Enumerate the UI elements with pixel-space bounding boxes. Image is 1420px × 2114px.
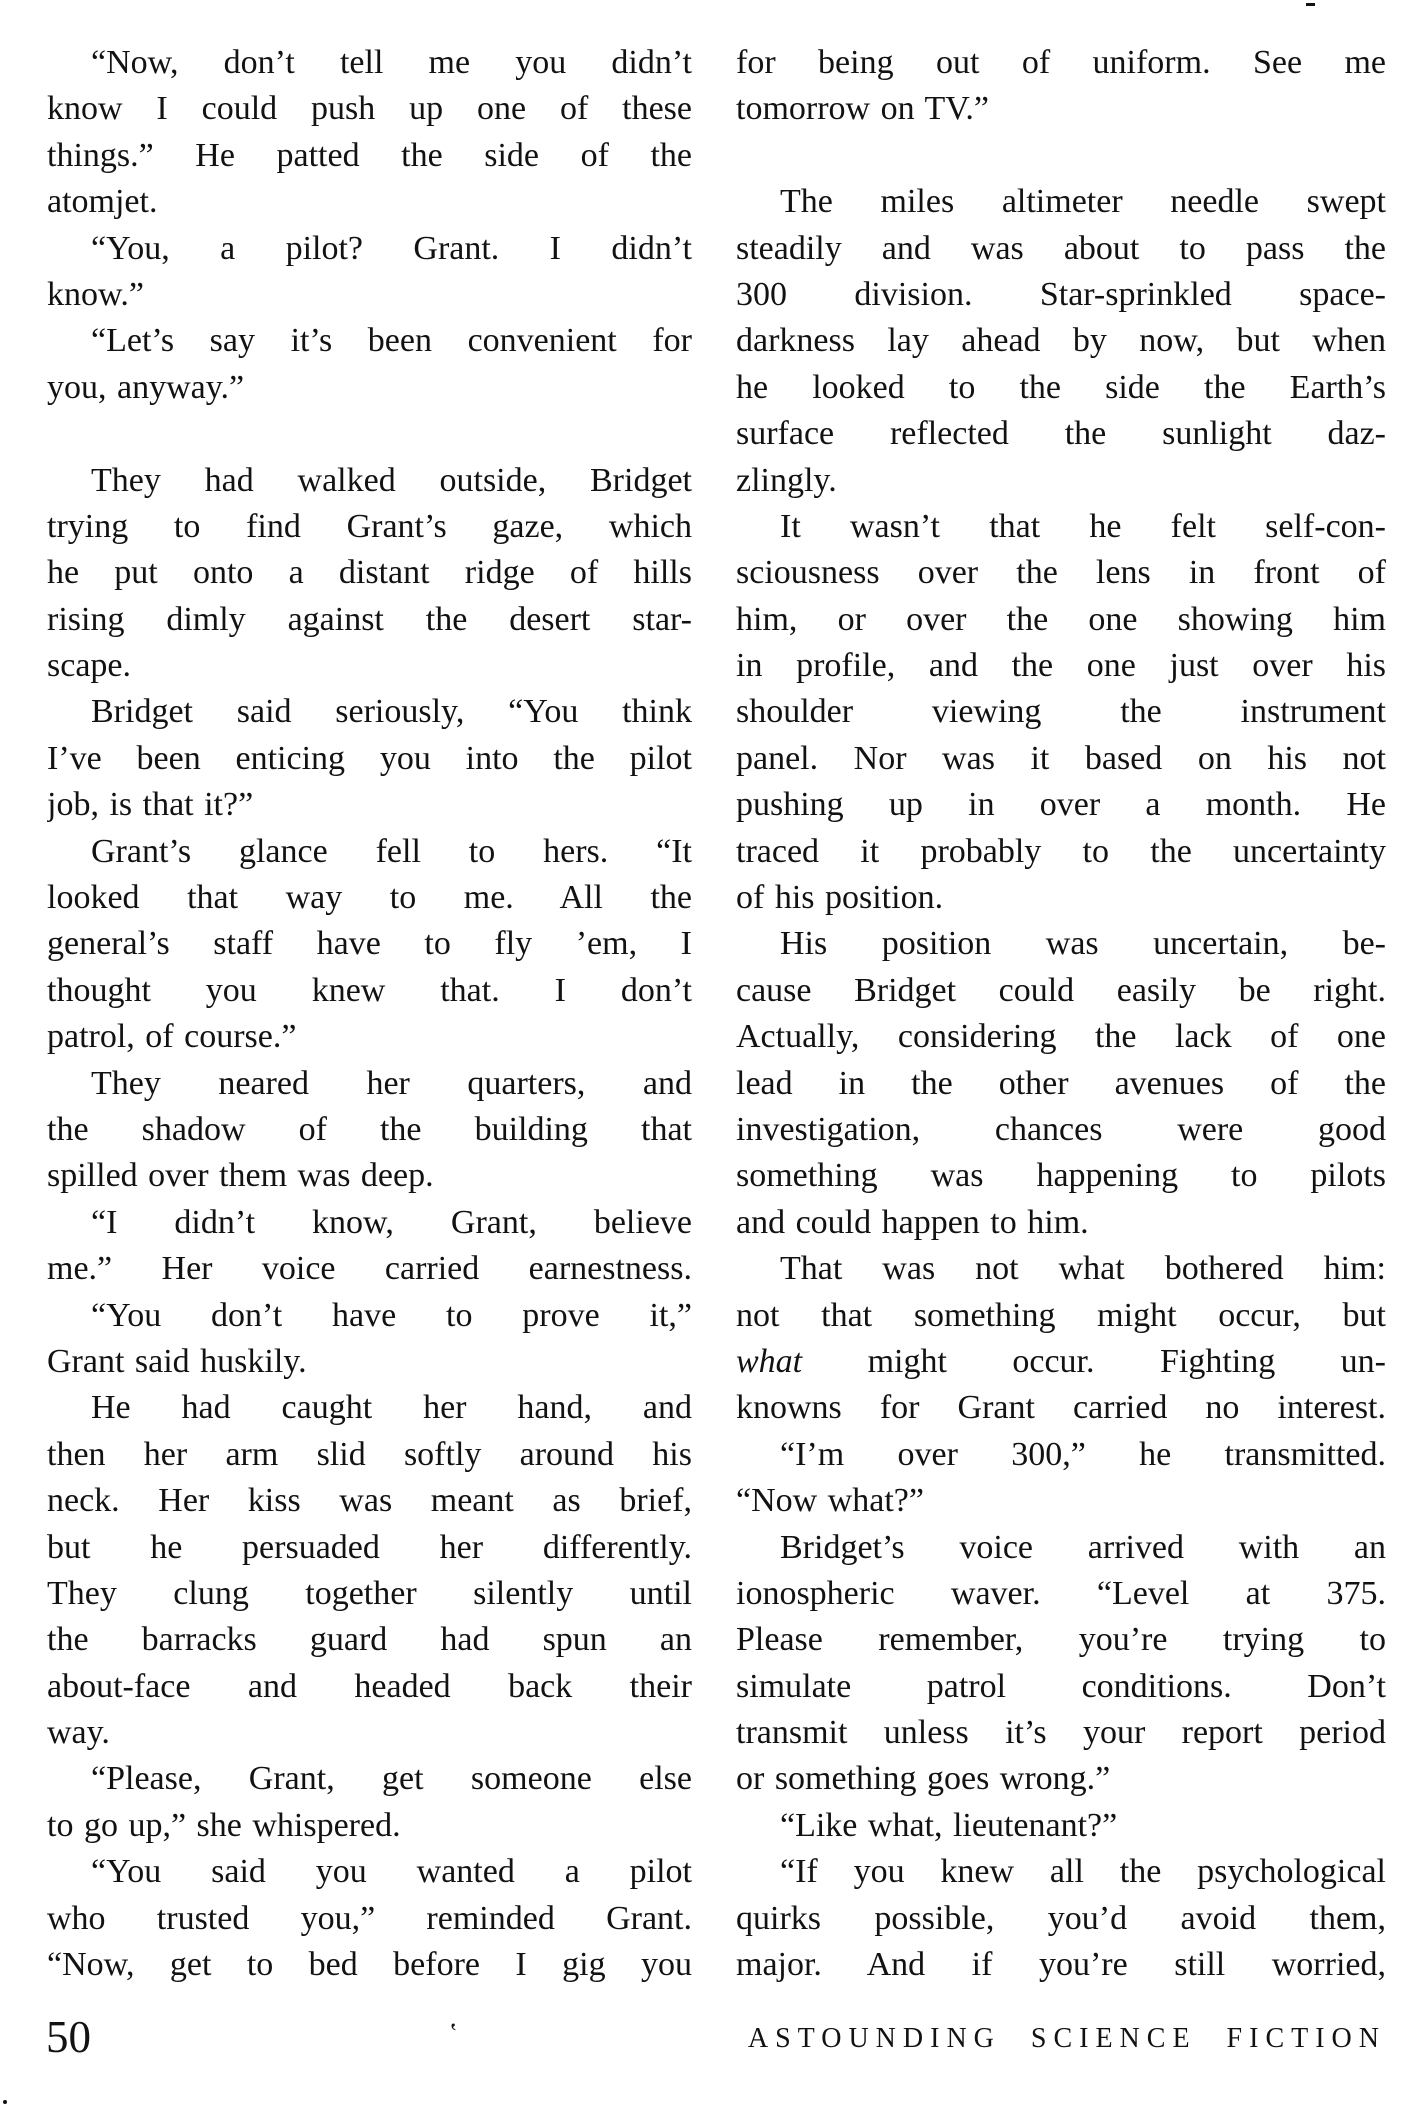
text-line: Actually, considering the lack of one bbox=[736, 1018, 1386, 1056]
text-line: he looked to the side the Earth’s bbox=[736, 368, 1386, 406]
text-line: Grant said huskily. bbox=[47, 1342, 307, 1380]
text-line: steadily and was about to pass the bbox=[736, 229, 1386, 267]
text-line: “You don’t have to prove it,” bbox=[91, 1296, 692, 1334]
text-line: general’s staff have to fly ’em, I bbox=[47, 925, 692, 963]
text-line: him, or over the one showing him bbox=[736, 600, 1386, 638]
text-line: Bridget’s voice arrived with an bbox=[780, 1528, 1386, 1566]
text-line: something was happening to pilots bbox=[736, 1157, 1386, 1195]
text-line: tomorrow on TV.” bbox=[736, 90, 990, 128]
ink-tick-artifact: ‛ bbox=[449, 2018, 458, 2047]
left-column bbox=[47, 40, 692, 1988]
text-line: spilled over them was deep. bbox=[47, 1157, 434, 1195]
text-line: surface reflected the sunlight daz- bbox=[736, 415, 1386, 453]
text-line: patrol, of course.” bbox=[47, 1018, 297, 1056]
text-line: thought you knew that. I don’t bbox=[47, 971, 692, 1009]
text-line: They had walked outside, Bridget bbox=[91, 461, 692, 499]
text-line: and could happen to him. bbox=[736, 1203, 1089, 1241]
text-line: about-face and headed back their bbox=[47, 1667, 692, 1705]
text-line: job, is that it?” bbox=[47, 786, 254, 824]
text-line: quirks possible, you’d avoid them, bbox=[736, 1899, 1386, 1937]
text-line: That was not what bothered him: bbox=[780, 1250, 1386, 1288]
text-line: looked that way to me. All the bbox=[47, 879, 692, 917]
text-line: but he persuaded her differently. bbox=[47, 1528, 692, 1566]
text-line: trying to find Grant’s gaze, which bbox=[47, 507, 692, 545]
text-line: for being out of uniform. See me bbox=[736, 44, 1386, 81]
text-line: pushing up in over a month. He bbox=[736, 786, 1386, 824]
scene-break bbox=[736, 133, 1386, 179]
text-line: “If you knew all the psychological bbox=[780, 1853, 1386, 1891]
page-number: 50 bbox=[46, 2012, 91, 2062]
text-line: transmit unless it’s your report period bbox=[736, 1714, 1386, 1752]
text-line: Please remember, you’re trying to bbox=[736, 1621, 1386, 1659]
text-line: cause Bridget could easily be right. bbox=[736, 971, 1386, 1009]
text-line: darkness lay ahead by now, but when bbox=[736, 322, 1386, 360]
text-line: “You, a pilot? Grant. I didn’t bbox=[91, 229, 692, 267]
text-line: They clung together silently until bbox=[47, 1574, 692, 1612]
text-line: me.” Her voice carried earnestness. bbox=[47, 1250, 692, 1288]
text-line: way. bbox=[47, 1714, 110, 1752]
text-line: ionospheric waver. “Level at 375. bbox=[736, 1574, 1386, 1612]
text-line: he put onto a distant ridge of hills bbox=[47, 554, 692, 592]
text-line: traced it probably to the uncertainty bbox=[736, 832, 1386, 870]
text-line: “Now, get to bed before I gig you bbox=[47, 1946, 692, 1984]
text-line: “Now what?” bbox=[736, 1482, 924, 1520]
text-line: then her arm slid softly around his bbox=[47, 1435, 692, 1473]
text-line: scape. bbox=[47, 647, 132, 685]
text-line: I’ve been enticing you into the pilot bbox=[47, 739, 692, 777]
text-line: “I didn’t know, Grant, believe bbox=[91, 1203, 692, 1241]
text-line: in profile, and the one just over his bbox=[736, 647, 1386, 685]
text-line: major. And if you’re still worried, bbox=[736, 1946, 1386, 1984]
text-line: His position was uncertain, be- bbox=[780, 925, 1386, 963]
text-line: The miles altimeter needle swept bbox=[780, 183, 1386, 221]
text-line: “Please, Grant, get someone else bbox=[91, 1760, 692, 1798]
text-line: things.” He patted the side of the bbox=[47, 136, 692, 174]
text-line: investigation, chances were good bbox=[736, 1110, 1386, 1148]
text-line: atomjet. bbox=[47, 183, 158, 221]
text-line: He had caught her hand, and bbox=[91, 1389, 692, 1427]
text-line: 300 division. Star-sprinkled space- bbox=[736, 275, 1386, 313]
text-line: rising dimly against the desert star- bbox=[47, 600, 692, 638]
text-line: the shadow of the building that bbox=[47, 1110, 692, 1148]
ink-speck bbox=[3, 2100, 7, 2104]
text-line: who trusted you,” reminded Grant. bbox=[47, 1899, 692, 1937]
text-line: “You said you wanted a pilot bbox=[91, 1853, 692, 1891]
text-line: panel. Nor was it based on his not bbox=[736, 739, 1386, 777]
text-line: the barracks guard had spun an bbox=[47, 1621, 692, 1659]
text-line: Grant’s glance fell to hers. “It bbox=[91, 832, 692, 870]
text-line: know I could push up one of these bbox=[47, 90, 692, 128]
text-line: “Let’s say it’s been convenient for bbox=[91, 322, 692, 360]
text-line: It wasn’t that he felt self-con- bbox=[780, 507, 1386, 545]
text-line: zlingly. bbox=[736, 461, 837, 499]
text-line: neck. Her kiss was meant as brief, bbox=[47, 1482, 692, 1520]
text-line: of his position. bbox=[736, 879, 944, 917]
text-line: “Now, don’t tell me you didn’t bbox=[91, 44, 692, 81]
text-line: shoulder viewing the instrument bbox=[736, 693, 1386, 731]
text-line: not that something might occur, but bbox=[736, 1296, 1386, 1334]
text-line: They neared her quarters, and bbox=[91, 1064, 692, 1102]
ink-speck bbox=[1306, 3, 1315, 6]
text-line: sciousness over the lens in front of bbox=[736, 554, 1386, 592]
text-line: knowns for Grant carried no interest. bbox=[736, 1389, 1386, 1427]
text-line: simulate patrol conditions. Don’t bbox=[736, 1667, 1386, 1705]
right-column bbox=[736, 40, 1386, 1988]
text-line: lead in the other avenues of the bbox=[736, 1064, 1386, 1102]
text-line: know.” bbox=[47, 275, 144, 313]
text-line: Bridget said seriously, “You think bbox=[91, 693, 692, 731]
text-line: you, anyway.” bbox=[47, 368, 245, 406]
text-line: “I’m over 300,” he transmitted. bbox=[780, 1435, 1386, 1473]
text-line: what might occur. Fighting un- bbox=[736, 1342, 1386, 1380]
text-line: “Like what, lieutenant?” bbox=[780, 1806, 1118, 1844]
text-line: to go up,” she whispered. bbox=[47, 1806, 401, 1844]
scene-break bbox=[47, 411, 692, 457]
journal-title-footer: ASTOUNDING SCIENCE FICTION bbox=[747, 2023, 1386, 2054]
text-line: or something goes wrong.” bbox=[736, 1760, 1111, 1798]
